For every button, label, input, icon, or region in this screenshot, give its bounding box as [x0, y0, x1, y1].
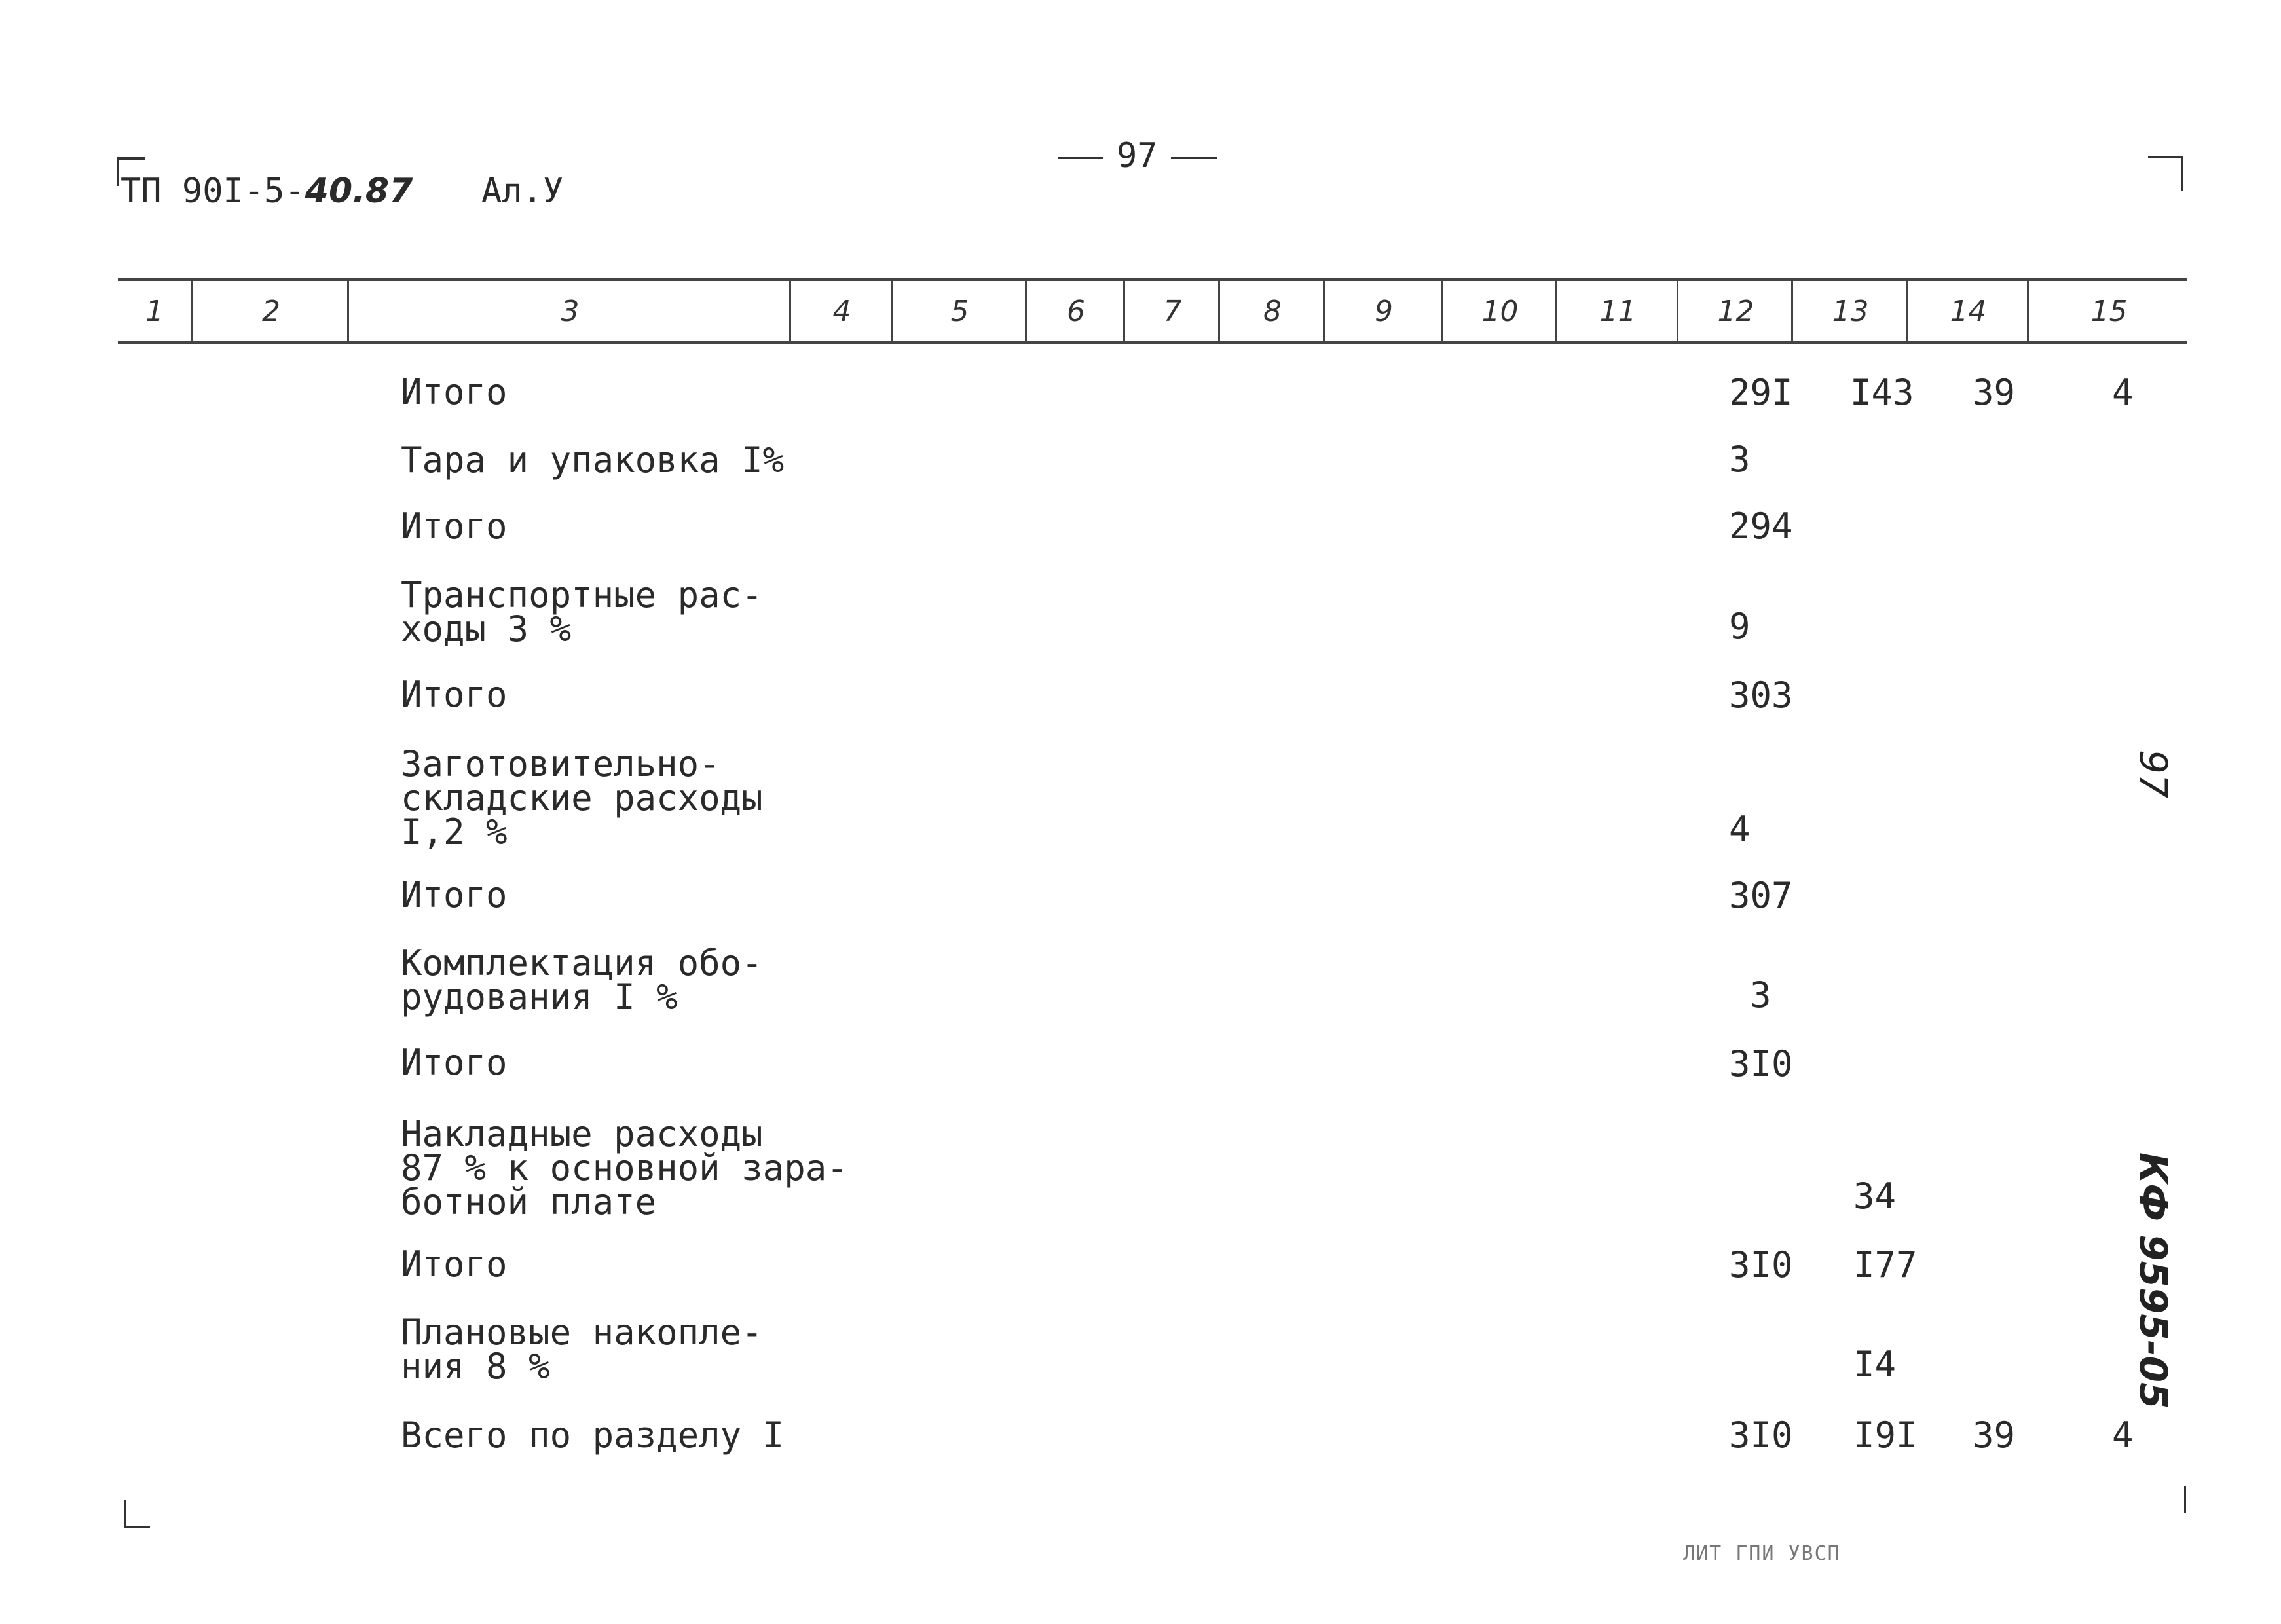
column-header-6: 6 [1025, 281, 1125, 341]
row-label-equipment: Комплектация обо- рудования I % [401, 942, 763, 1018]
cell-row2-col12: 3 [1729, 439, 1751, 480]
column-header-row [118, 278, 2187, 344]
top-right-corner-mark [2148, 156, 2183, 191]
bottom-left-corner-mark [124, 1500, 150, 1528]
cell-row4-col12: 9 [1729, 606, 1751, 647]
cell-row1-col14: 39 [1973, 372, 2016, 413]
column-header-2: 2 [191, 281, 349, 341]
row-label-transport: Транспортные рас- ходы 3 % [401, 574, 763, 650]
column-header-9: 9 [1323, 281, 1443, 341]
column-header-8: 8 [1218, 281, 1325, 341]
column-header-3: 3 [347, 281, 791, 341]
cell-row7-col12: 307 [1729, 875, 1793, 916]
side-page-number: 97 [2131, 750, 2176, 798]
row-label-itogo-4: Итого [401, 874, 508, 915]
column-header-15: 15 [2027, 281, 2189, 341]
row-label-itogo-6: Итого [401, 1244, 508, 1285]
column-header-13: 13 [1791, 281, 1908, 341]
row-label-itogo-1: Итого [401, 371, 508, 413]
row-label-section-total: Всего по разделу I [401, 1414, 785, 1456]
column-header-10: 10 [1441, 281, 1557, 341]
document-code [121, 172, 413, 211]
row-label-itogo-2: Итого [401, 506, 508, 547]
cell-row13-col12: 3I0 [1729, 1414, 1793, 1456]
row-label-packaging: Тара и упаковка I% [401, 439, 785, 481]
column-header-12: 12 [1677, 281, 1793, 341]
column-header-11: 11 [1555, 281, 1678, 341]
column-header-14: 14 [1906, 281, 2029, 341]
row-label-itogo-5: Итого [401, 1042, 508, 1083]
row-label-procurement: Заготовительно- складские расходы I,2 % [401, 743, 763, 853]
page-number-text: 97 [1117, 136, 1158, 175]
side-archive-code: КФ 9595-05 [2131, 1153, 2176, 1409]
cell-row13-col14: 39 [1973, 1414, 2016, 1456]
cell-row11-col12: 3I0 [1729, 1244, 1793, 1285]
cell-row10-col13: 34 [1853, 1175, 1897, 1217]
column-header-7: 7 [1123, 281, 1220, 341]
cell-row1-col12: 29I [1729, 372, 1793, 413]
row-label-planned-savings: Плановые накопле- ния 8 % [401, 1312, 763, 1387]
cell-row11-col13: I77 [1853, 1244, 1918, 1285]
document-code-handwritten: 40.87 [305, 172, 413, 211]
cell-row1-col13: I43 [1850, 372, 1914, 413]
column-header-4: 4 [789, 281, 893, 341]
bottom-right-tick-mark [2184, 1486, 2186, 1513]
page-number [1045, 136, 1230, 175]
cell-row13-col15: 4 [2112, 1414, 2134, 1456]
cell-row5-col12: 303 [1729, 674, 1793, 716]
column-header-1: 1 [145, 294, 164, 328]
cell-row12-col13: I4 [1853, 1344, 1897, 1385]
column-header-5: 5 [891, 281, 1027, 341]
cell-row13-col13: I9I [1853, 1414, 1918, 1456]
bottom-stamp: ЛИТ ГПИ УВСП [1683, 1542, 1841, 1565]
album-label: Ал.У [481, 172, 564, 211]
cell-row6-col12: 4 [1729, 809, 1751, 850]
row-label-overhead: Накладные расходы 87 % к основной зара- ботной плате [401, 1113, 848, 1223]
cell-row3-col12: 294 [1729, 506, 1793, 547]
dash-right [1171, 157, 1217, 159]
dash-left [1058, 157, 1103, 159]
document-code-prefix: ТП 90I-5- [121, 172, 305, 211]
cell-row1-col15: 4 [2112, 372, 2134, 413]
cell-row8-col12: 3 [1750, 974, 1771, 1016]
row-label-itogo-3: Итого [401, 674, 508, 715]
cell-row9-col12: 3I0 [1729, 1043, 1793, 1084]
